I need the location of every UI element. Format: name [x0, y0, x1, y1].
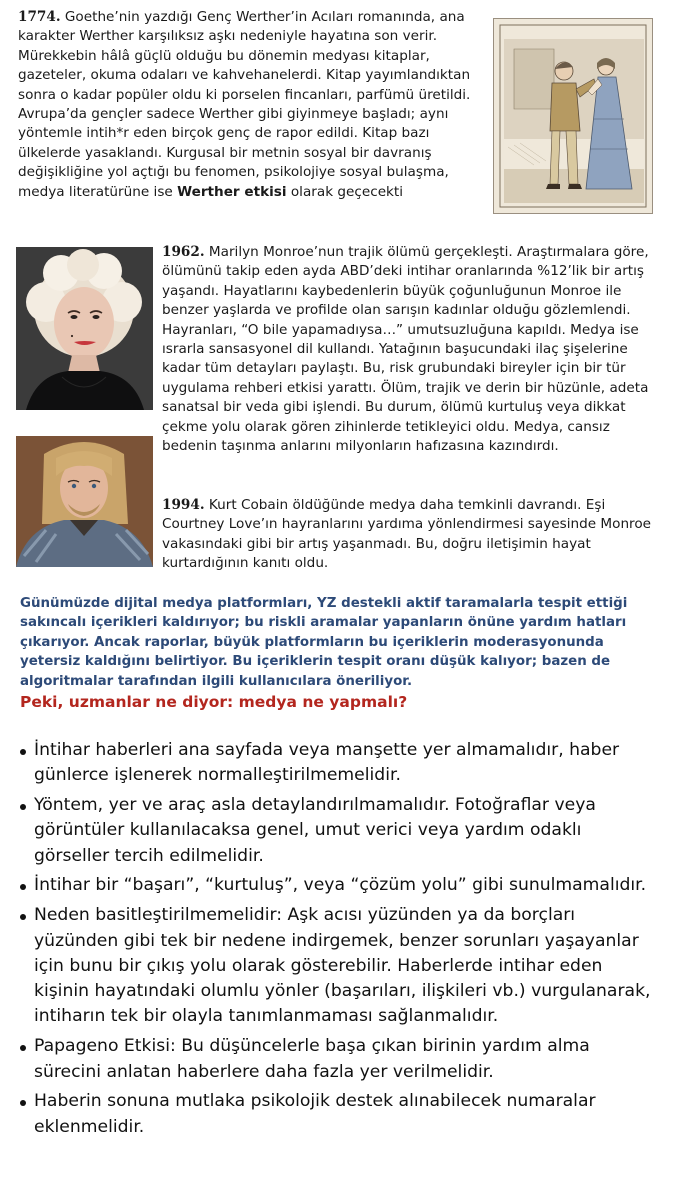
bullet-icon	[20, 914, 26, 920]
year-1774: 1774.	[18, 9, 61, 25]
media-guidelines-list	[20, 738, 660, 1144]
werther-illustration	[493, 18, 653, 214]
marilyn-monroe-photo	[16, 247, 153, 410]
werther-text: Goethe’nin yazdığı Genç Werther’in Acıları romanında, ana karakter Werther karşılıksız aşkı nedeniyle hayatına son verir. Mürekkebin hâlâ güçlü olduğu bu dönemin medyası kitaplar, gazeteler, okuma odaları ve kahvehanelerdi. Kitap yayımlandıktan sonra o kadar popüler oldu ki porselen fincanları, parfümü üretildi. Avrupa’da gençler sadece Werther gibi giyinmeye başladı; aynı yöntemle intih*r eden birçok genç de rapor edildi. Kitap bazı ülkelerde yasaklandı. Kurgusal bir metnin sosyal bir davranış değişikliğine yol açtığı bu fenomen, psikolojiye sosyal bulaşma, medya literatürüne ise	[18, 9, 471, 200]
list-item: Yöntem, yer ve araç asla detaylandırılmamalıdır. Fotoğraflar veya görüntüler kullanılacaksa genel, umut verici veya yardım odaklı görseller tercih edilmelidir.	[20, 793, 660, 869]
kurt-cobain-photo	[16, 436, 153, 567]
werther-text-end: olarak geçecekti	[286, 183, 404, 200]
list-item: İntihar haberleri ana sayfada veya manşette yer almamalıdır, haber günlerce işlenerek normalleştirilmemelidir.	[20, 738, 660, 789]
year-1962: 1962.	[162, 244, 205, 260]
monroe-text: Marilyn Monroe’nun trajik ölümü gerçekleşti. Araştırmalara göre, ölümünü takip eden ayda ABD’deki intihar oranlarında %12’lik bir artış yaşandı. Hayatlarını kaybedenlerin büyük çoğunluğunun Monroe ile benzer yaşlarda ve profilde olan sarışın kadınlar olduğu gözlemlendi. Hayranları, “O bile yapamadıysa…” umutsuzluğuna kapıldı. Medya ise ısrarla sansasyonel dil kullandı. Yatağının başucundaki ilaç şişelerine kadar tüm detayları paylaştı. Bu, risk grubundaki bireyler için bir tür uygulama rehberi etkisi yarattı. Ölüm, trajik ve derin bir hüzünle, adeta sanatsal bir veda gibi işlendi. Bu durum, ölümü kurtuluş veya dikkat çekme yolu olarak gören zihinlerde tetikleyici oldu. Medya, cansız bedenin taşınma anlarını milyonların hafızasına kazındırdı.	[162, 244, 649, 455]
monroe-paragraph	[162, 243, 662, 456]
werther-effect-term: Werther etkisi	[177, 183, 287, 200]
list-item: İntihar bir “başarı”, “kurtuluş”, veya “çözüm yolu” gibi sunulmamalıdır.	[20, 873, 660, 898]
bullet-icon	[20, 749, 26, 755]
digital-media-callout	[20, 594, 660, 713]
bullet-icon	[20, 1045, 26, 1051]
list-item: Haberin sonuna mutlaka psikolojik destek alınabilecek numaralar eklenmelidir.	[20, 1089, 660, 1140]
experts-question: Peki, uzmanlar ne diyor: medya ne yapmalı?	[20, 693, 408, 712]
bullet-icon	[20, 884, 26, 890]
list-item: Neden basitleştirilmemelidir: Aşk acısı yüzünden ya da borçları yüzünden gibi tek bir nedene indirgemek, benzer sorunları yaşayanlar için bunu bir çıkış yolu olarak gösterebilir. Haberlerde intihar eden kişinin hayatındaki olumlu yönler (başarıları, ilişkileri vb.) vurgulanarak, intiharın tek bir olayla tanımlanmaması sağlanmalıdır.	[20, 903, 660, 1029]
werther-paragraph	[18, 8, 488, 202]
list-item: Papageno Etkisi: Bu düşüncelerle başa çıkan birinin yardım alma sürecini anlatan haberlere daha fazla yer verilmelidir.	[20, 1034, 660, 1085]
bullet-icon	[20, 804, 26, 810]
callout-text: Günümüzde dijital medya platformları, YZ destekli aktif taramalarla tespit ettiği sakıncalı içerikleri kaldırıyor; bu riskli aramalar yapanların önüne yardım hatları çıkarıyor. Ancak raporlar, büyük platformların bu içeriklerin moderasyonunda yetersiz kaldığını belirtiyor. Bu içeriklerin tespit oranı düşük kalıyor; bazen de algoritmalar tarafından ilgili kullanıcılara öneriliyor.	[20, 596, 628, 689]
cobain-paragraph	[162, 496, 652, 574]
year-1994: 1994.	[162, 497, 205, 513]
bullet-icon	[20, 1100, 26, 1106]
cobain-text: Kurt Cobain öldüğünde medya daha temkinli davrandı. Eşi Courtney Love’ın hayranlarını yardıma yönlendirmesi sayesinde Monroe vakasındaki gibi bir artış yaşanmadı. Bu, doğru iletişimin hayat kurtardığının kanıtı oldu.	[162, 497, 652, 572]
